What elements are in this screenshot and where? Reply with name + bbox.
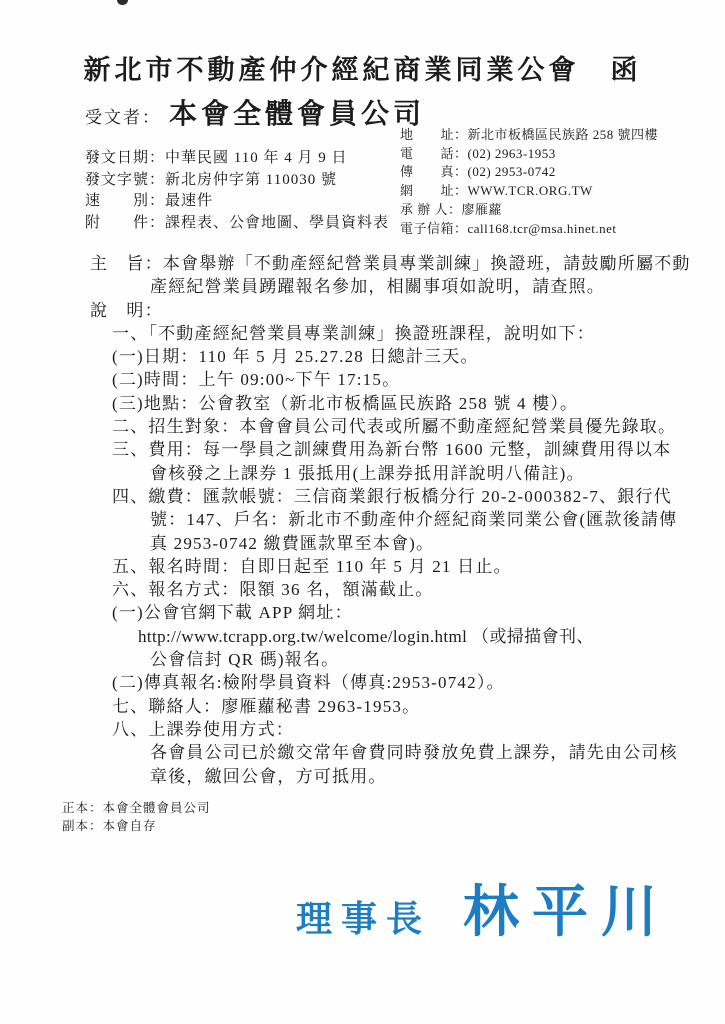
contact-info-row (400, 182, 658, 201)
body-line: 章後，繳回公會，方可抵用。 (150, 766, 387, 786)
meta-label: 網 址： (400, 183, 468, 199)
meta-label: 電子信箱： (400, 220, 468, 236)
recipient-row (85, 92, 425, 132)
contact-info-row (400, 201, 658, 220)
meta-value: (02) 2963-1953 (467, 145, 556, 161)
dispatch-info-row (85, 148, 389, 170)
body-line: 主 旨：本會舉辦「不動產經紀營業員專業訓練」換證班，請鼓勵所屬不動 (90, 254, 691, 273)
scan-artifact (117, 0, 128, 5)
body-line: (三)地點：公會教室（新北市板橋區民族路 258 號 4 樓）。 (112, 393, 579, 413)
meta-value: WWW.TCR.ORG.TW (467, 183, 593, 199)
body-line: 二、招生對象：本會會員公司代表或所屬不動產經紀營業員優先錄取。 (112, 417, 677, 437)
meta-label: 發文日期： (85, 150, 166, 166)
body-line: 產經紀營業員踴躍報名參加，相關事項如說明，請查照。 (150, 277, 605, 297)
meta-value: 課程表、公會地圖、學員資料表 (165, 214, 390, 231)
meta-value: 新北市板橋區民族路 258 號四樓 (467, 127, 659, 142)
signature-title: 理事長 (296, 899, 432, 939)
body-line: 四、繳費：匯款帳號：三信商業銀行板橋分行 20-2-000382-7、銀行代 (112, 486, 672, 506)
meta-value: call168.tcr@msa.hinet.net (467, 220, 617, 236)
contact-info-row (400, 126, 658, 145)
contact-info-row (400, 145, 658, 164)
body-line: (二)時間：上午 09:00~下午 17:15。 (112, 370, 401, 390)
body-line: (一)公會官網下載 APP 網址： (112, 603, 353, 623)
body-line: 會核發之上課券 1 張抵用(上課券抵用詳說明八備註)。 (150, 463, 585, 483)
body-line: (二)傳真報名:檢附學員資料（傳真:2953-0742）。 (112, 673, 505, 693)
contact-info-row (400, 163, 658, 182)
body-line: 公會信封 QR 碼)報名。 (150, 650, 340, 670)
body-line: 號：147、戶名：新北市不動產仲介經紀商業同業公會(匯款後請傳 (150, 510, 678, 530)
body-line: 八、上課券使用方式： (112, 719, 294, 739)
meta-label: 地 址： (400, 127, 468, 142)
body-line: 五、報名時間：自即日起至 110 年 5 月 21 日止。 (112, 556, 512, 576)
body-line: 一、「不動產經紀營業員專業訓練」換證班課程，說明如下： (112, 323, 595, 343)
meta-label: 發文字號： (85, 171, 166, 188)
body-line: 真 2953-0742 繳費匯款單至本會)。 (150, 533, 435, 553)
copy-line: 正本：本會全體會員公司 (62, 801, 211, 815)
body-line: 三、費用：每一學員之訓練費用為新台幣 1600 元整，訓練費用得以本 (112, 440, 672, 460)
body-line: 七、聯絡人：廖雁蘿秘書 2963-1953。 (112, 696, 421, 716)
body-line: 說 明： (90, 300, 163, 320)
sender-contact-block (400, 126, 658, 238)
document-body (0, 252, 725, 788)
meta-value: 新北房仲字第 110030 號 (165, 171, 337, 188)
dispatch-info-block (85, 148, 389, 234)
dispatch-info-row (85, 191, 389, 213)
recipient-label: 受文者： (85, 108, 161, 127)
meta-label: 附 件： (85, 214, 166, 231)
signature-name: 林平川 (463, 882, 671, 944)
dispatch-info-row (85, 170, 389, 192)
document-title: 新北市不動產仲介經紀商業同業公會 函 (83, 55, 642, 85)
meta-value: 廖雁蘿 (461, 201, 503, 217)
meta-label: 承 辦 人： (400, 201, 462, 217)
recipient-name: 本會全體會員公司 (169, 99, 426, 130)
meta-value: 中華民國 110 年 4 月 9 日 (165, 150, 348, 166)
body-line: (一)日期：110 年 5 月 25.27.28 日總計三天。 (112, 347, 479, 367)
body-line: 各會員公司已於繳交常年會費同時發放免費上課券，請先由公司核 (150, 743, 678, 763)
copy-distribution-block (62, 799, 211, 835)
contact-info-row (400, 220, 658, 239)
copy-line: 副本：本會自存 (62, 819, 157, 833)
meta-value: 最速件 (165, 193, 214, 209)
body-line: http://www.tcrapp.org.tw/welcome/login.html （或掃描會刊、 (138, 626, 594, 646)
dispatch-info-row (85, 213, 389, 235)
body-line: 六、報名方式：限額 36 名，額滿截止。 (112, 580, 434, 600)
meta-label: 電 話： (400, 145, 468, 161)
meta-label: 傳 真： (400, 164, 468, 180)
meta-label: 速 別： (85, 193, 166, 209)
meta-value: (02) 2953-0742 (467, 164, 556, 180)
signature-block (296, 868, 670, 948)
